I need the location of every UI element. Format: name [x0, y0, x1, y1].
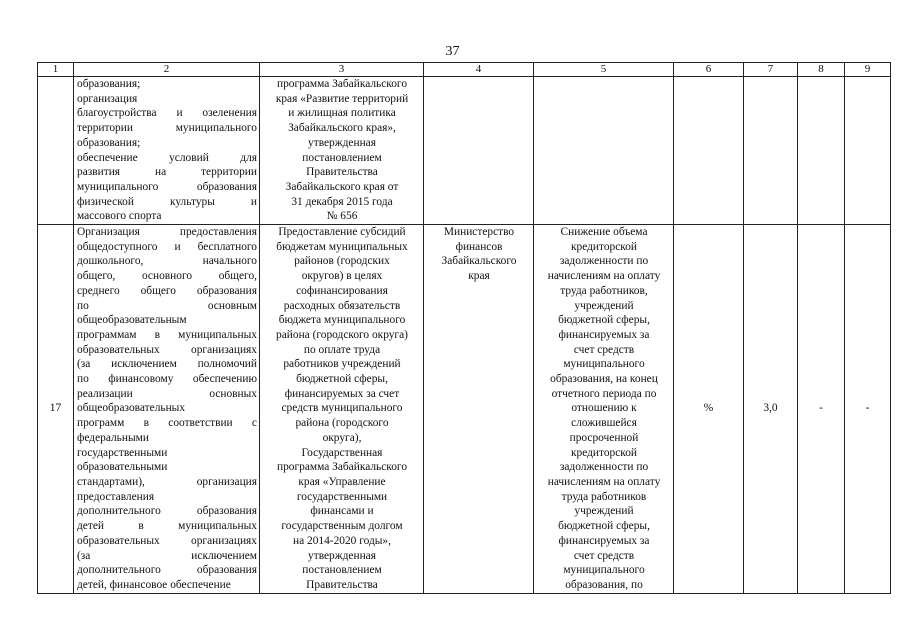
text-line: дополнительного образования	[77, 505, 257, 518]
powers-cell	[74, 77, 260, 225]
program-text	[260, 225, 423, 593]
text-line: бюджетной сферы,	[558, 314, 650, 327]
text-line: федеральными	[77, 431, 149, 444]
text-line: Предоставление субсидий	[278, 226, 406, 239]
text-line: территории муниципального	[77, 122, 257, 135]
text-line: образования, на конец	[550, 373, 658, 386]
column-number-2: 2	[74, 63, 260, 77]
text-line: муниципального	[563, 564, 645, 577]
text-line: образовательных организациях	[77, 343, 257, 356]
text-line: дошкольного, начального	[77, 255, 257, 268]
text-line: государственными	[296, 490, 388, 503]
text-line: края «Управление	[298, 475, 386, 488]
text-line: общедоступного и бесплатного	[77, 240, 257, 253]
text-line: благоустройства и озеленения	[77, 107, 257, 120]
text-line: постановлением	[302, 564, 382, 577]
text-line: постановлением	[302, 151, 382, 164]
text-line: детей, финансовое обеспечение	[77, 578, 231, 591]
unit-value: %	[703, 402, 714, 415]
text-line: общеобразовательных	[77, 402, 186, 415]
text-line: дополнительного образования	[77, 564, 257, 577]
column-number-row	[38, 63, 891, 77]
value-cell-8	[798, 225, 845, 594]
text-line: счет средств	[573, 343, 635, 356]
text-line: стандартами), организация	[77, 475, 257, 488]
value-cell-9	[845, 225, 891, 594]
text-line: (за исключением	[77, 549, 257, 562]
text-line: муниципального образования	[77, 180, 257, 193]
text-line: края	[468, 270, 490, 283]
text-line: организация	[77, 92, 138, 105]
text-line: массового спорта	[77, 210, 162, 223]
indicator-cell	[534, 77, 674, 225]
text-line: образовательных организациях	[77, 534, 257, 547]
row-number-cell	[38, 77, 74, 225]
program-cell	[260, 77, 424, 225]
text-line: по основным	[77, 299, 257, 312]
text-line: бюджетам муниципальных	[276, 240, 408, 253]
agency-cell	[424, 77, 534, 225]
value-9: -	[865, 402, 870, 415]
text-line: начислениям на оплату	[547, 270, 661, 283]
text-line: района (городского	[295, 417, 389, 430]
text-line: сложившейся	[571, 417, 637, 430]
column-number-9: 9	[845, 63, 891, 77]
text-line: округа),	[322, 431, 362, 444]
continued-row	[38, 77, 891, 225]
text-line: на 2014-2020 годы»,	[293, 534, 391, 547]
powers-text	[74, 77, 259, 224]
text-line: средств муниципального	[281, 402, 403, 415]
text-line: софинансирования	[296, 284, 388, 297]
text-line: образования, по	[565, 578, 643, 591]
text-line: № 656	[326, 210, 358, 223]
column-number-1: 1	[38, 63, 74, 77]
text-line: задолженности по	[559, 255, 649, 268]
text-line: Снижение объема	[560, 226, 648, 239]
agency-cell	[424, 225, 534, 594]
text-line: расходных обязательств	[283, 299, 401, 312]
text-line: кредиторской	[570, 446, 638, 459]
text-line: задолженности по	[559, 461, 649, 474]
value-8: -	[819, 402, 823, 415]
text-line: отчетного периода по	[551, 387, 657, 400]
indicator-text	[534, 225, 673, 593]
text-line: учреждений	[574, 505, 634, 518]
text-line: просроченной	[569, 431, 639, 444]
text-line: программ в соответствии с	[77, 417, 257, 430]
column-number-5: 5	[534, 63, 674, 77]
text-line: Министерство	[443, 226, 515, 239]
program-cell	[260, 225, 424, 594]
text-line: по финансовому обеспечению	[77, 373, 257, 386]
row-number-cell	[38, 225, 74, 594]
text-line: программа Забайкальского	[276, 461, 408, 474]
agency-text	[424, 225, 533, 284]
text-line: округов) в целях	[301, 270, 383, 283]
text-line: труда работников	[561, 490, 647, 503]
text-line: физической культуры и	[77, 195, 257, 208]
value-cell-7	[744, 77, 798, 225]
value-cell-8	[798, 77, 845, 225]
text-line: бюджетной сферы,	[558, 520, 650, 533]
text-line: образования;	[77, 136, 141, 149]
text-line: учреждений	[574, 299, 634, 312]
text-line: программа Забайкальского	[276, 78, 408, 90]
text-line: (за исключением полномочий	[77, 358, 257, 371]
text-line: финансов	[455, 240, 503, 253]
text-line: образования;	[77, 78, 141, 90]
text-line: района (городского округа)	[276, 328, 408, 341]
text-line: Государственная	[301, 446, 383, 459]
text-line: Правительства	[306, 578, 378, 591]
row-number: 17	[49, 402, 62, 415]
text-line: финансами и	[310, 505, 374, 518]
text-line: 31 декабря 2015 года	[291, 195, 393, 208]
text-line: начислениям на оплату	[547, 475, 661, 488]
column-number-6: 6	[674, 63, 744, 77]
text-line: финансируемых за	[558, 534, 650, 547]
text-line: программам в муниципальных	[77, 328, 257, 341]
text-line: Правительства	[306, 166, 378, 179]
unit-cell	[674, 77, 744, 225]
text-line: среднего общего образования	[77, 284, 257, 297]
text-line: образовательными	[77, 461, 168, 474]
text-line: муниципального	[563, 358, 645, 371]
powers-text	[74, 225, 259, 593]
text-line: Забайкальского	[441, 255, 517, 268]
text-line: общеобразовательным	[77, 314, 187, 327]
text-line: бюджета муниципального	[278, 314, 406, 327]
text-line: края «Развитие территорий	[275, 92, 409, 105]
text-line: предоставления	[77, 490, 155, 503]
program-text	[260, 77, 423, 224]
text-line: Организация предоставления	[77, 226, 257, 239]
text-line: государственным долгом	[281, 520, 403, 533]
text-line: счет средств	[573, 549, 635, 562]
column-number-4: 4	[424, 63, 534, 77]
text-line: и жилищная политика	[288, 107, 396, 120]
text-line: работников учреждений	[283, 358, 401, 371]
column-number-3: 3	[260, 63, 424, 77]
powers-cell	[74, 225, 260, 594]
text-line: развития на территории	[77, 166, 257, 179]
text-line: утвержденная	[308, 549, 376, 562]
text-line: детей в муниципальных	[77, 520, 257, 533]
text-line: Забайкальского края от	[285, 180, 399, 193]
text-line: Забайкальского края»,	[288, 122, 396, 135]
value-7: 3,0	[763, 402, 778, 415]
text-line: кредиторской	[570, 240, 638, 253]
table-row-17	[38, 225, 891, 594]
text-line: по оплате труда	[303, 343, 381, 356]
text-line: финансируемых за	[558, 328, 650, 341]
text-line: финансируемых за счет	[284, 387, 400, 400]
document-table	[37, 62, 891, 594]
text-line: утвержденная	[308, 136, 376, 149]
indicator-cell	[534, 225, 674, 594]
text-line: труда работников,	[560, 284, 648, 297]
value-cell-9	[845, 77, 891, 225]
column-number-8: 8	[798, 63, 845, 77]
text-line: общего, основного общего,	[77, 270, 257, 283]
text-line: районов (городских	[294, 255, 390, 268]
text-line: бюджетной сферы,	[296, 373, 388, 386]
value-cell-7	[744, 225, 798, 594]
text-line: реализации основных	[77, 387, 257, 400]
page-number: 37	[445, 44, 460, 59]
column-number-7: 7	[744, 63, 798, 77]
text-line: государственными	[77, 446, 168, 459]
text-line: обеспечение условий для	[77, 151, 257, 164]
text-line: отношению к	[571, 402, 637, 415]
unit-cell	[674, 225, 744, 594]
